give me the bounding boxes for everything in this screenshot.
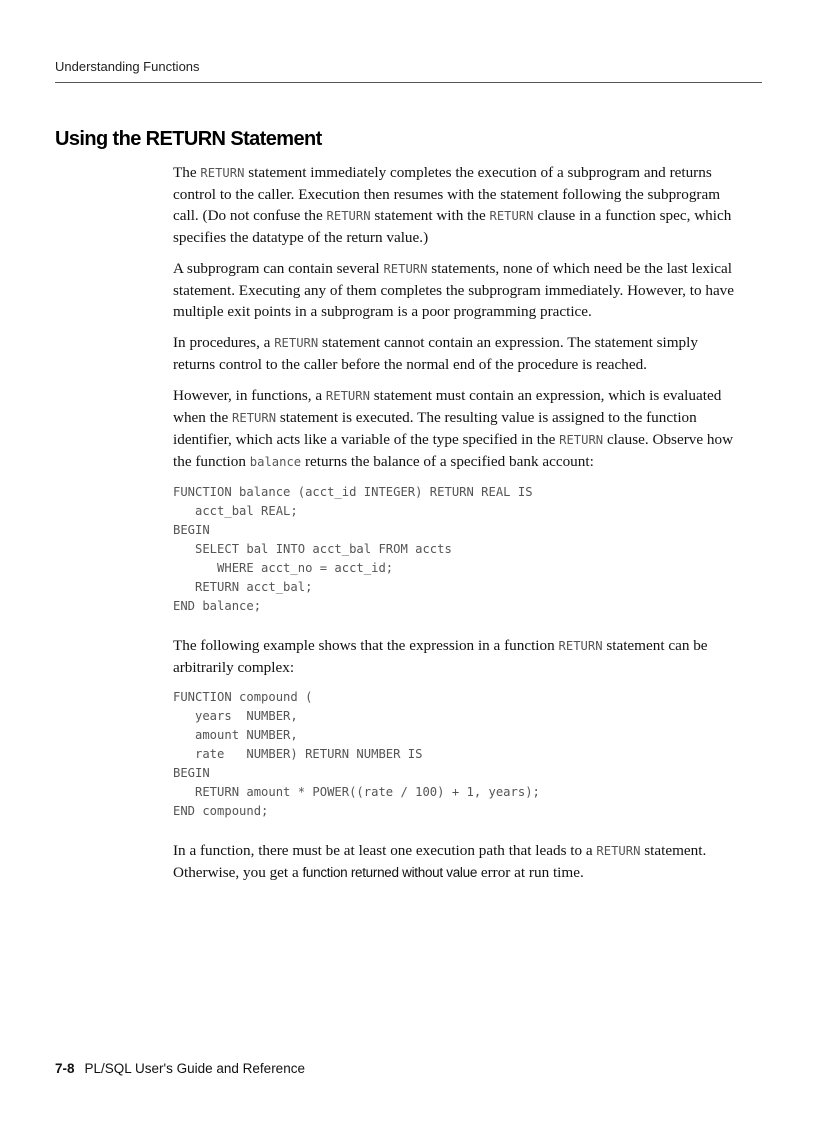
inline-code: RETURN	[558, 639, 603, 653]
paragraph-4: However, in functions, a RETURN statement must contain an expression, which is evaluated when the RETURN statement is executed. The resulting value is assigned to the function identifier, which acts like a variable of the type specified in the RETURN clause. Observe how the function balance returns the balance of a specified bank account:	[173, 387, 734, 470]
running-header: Understanding Functions	[55, 59, 200, 74]
book-title: PL/SQL User's Guide and Reference	[84, 1061, 305, 1076]
inline-code: RETURN	[325, 389, 370, 403]
body-text	[173, 162, 743, 893]
inline-code: RETURN	[489, 209, 534, 223]
header-rule	[55, 82, 762, 83]
code-line: FUNCTION balance (acct_id INTEGER) RETURN REAL IS	[173, 485, 533, 499]
code-line: BEGIN	[173, 766, 210, 780]
paragraph-5: The following example shows that the expression in a function RETURN statement can be arbitrarily complex:	[173, 637, 708, 676]
paragraph-1: The RETURN statement immediately completes the execution of a subprogram and returns control to the caller. Execution then resumes with the statement following the subprogram call. (Do not confuse the RETURN statement with the RETURN clause in a function spec, which specifies the datatype of the return value.)	[173, 164, 732, 246]
code-line: WHERE acct_no = acct_id;	[173, 561, 394, 575]
code-line: END balance;	[173, 599, 262, 613]
page-number: 7-8	[55, 1061, 75, 1076]
error-message: function returned without value	[302, 865, 478, 880]
inline-code: RETURN	[200, 166, 245, 180]
inline-code: balance	[249, 455, 302, 469]
section-title: Using the RETURN Statement	[55, 128, 322, 150]
code-block-balance	[173, 483, 743, 616]
code-line: SELECT bal INTO acct_bal FROM accts	[173, 542, 452, 556]
code-block-compound	[173, 688, 743, 821]
inline-code: RETURN	[232, 411, 277, 425]
code-line: END compound;	[173, 804, 269, 818]
inline-code: RETURN	[326, 209, 371, 223]
inline-code: RETURN	[274, 336, 319, 350]
code-line: RETURN amount * POWER((rate / 100) + 1, years);	[173, 785, 540, 799]
paragraph-6: In a function, there must be at least one execution path that leads to a RETURN statement. Otherwise, you get a function returned without value error at run time.	[173, 842, 707, 881]
code-line: amount NUMBER,	[173, 728, 298, 742]
code-line: years NUMBER,	[173, 709, 298, 723]
code-line: acct_bal REAL;	[173, 504, 298, 518]
paragraph-3: In procedures, a RETURN statement cannot contain an expression. The statement simply returns control to the caller before the normal end of the procedure is reached.	[173, 334, 698, 373]
paragraph-2: A subprogram can contain several RETURN statements, none of which need be the last lexical statement. Executing any of them completes the subprogram immediately. However, to have multiple exit points in a subprogram is a poor programming practice.	[173, 260, 735, 320]
code-line: FUNCTION compound (	[173, 690, 313, 704]
code-line: rate NUMBER) RETURN NUMBER IS	[173, 747, 423, 761]
code-line: BEGIN	[173, 523, 210, 537]
code-line: RETURN acct_bal;	[173, 580, 313, 594]
inline-code: RETURN	[596, 844, 641, 858]
inline-code: RETURN	[559, 433, 604, 447]
page-footer	[55, 1061, 305, 1076]
inline-code: RETURN	[383, 262, 428, 276]
